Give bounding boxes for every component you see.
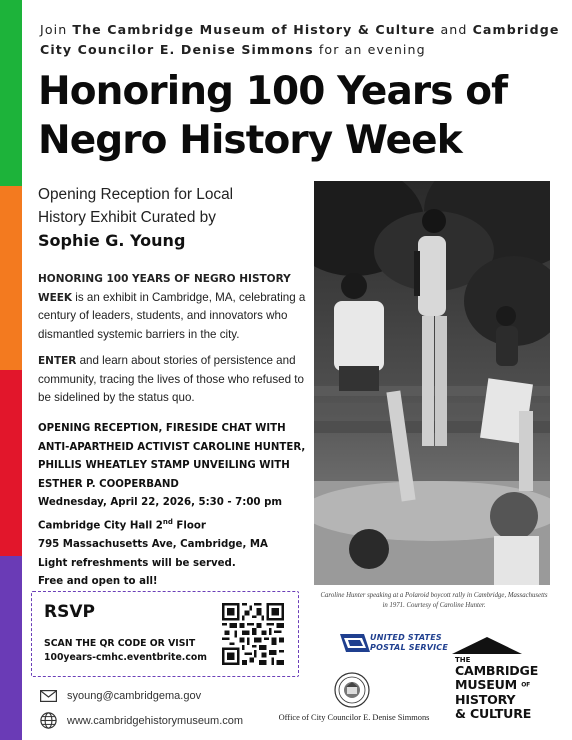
museum-roof-icon — [452, 636, 522, 654]
event-line-2: ANTI-APARTHEID ACTIVIST CAROLINE HUNTER, — [38, 441, 306, 453]
cmhc-museum: MUSEUM — [455, 677, 517, 692]
rsvp-title: RSVP — [44, 602, 95, 622]
event-line-1: OPENING RECEPTION, FIRESIDE CHAT WITH — [38, 423, 286, 434]
page-title — [38, 67, 568, 165]
venue-floor: Floor — [172, 520, 206, 532]
subtitle-line-1: Opening Reception for Local — [38, 186, 234, 203]
city-seal-icon — [334, 672, 370, 708]
rsvp-box — [31, 591, 299, 677]
event-line-4: ESTHER P. COOPERBAND — [38, 478, 179, 490]
qr-code-icon[interactable] — [222, 603, 284, 665]
stripe-red — [0, 370, 22, 556]
council-office-text: Office of City Councilor E. Denise Simmons — [278, 713, 430, 722]
title-line-2: Negro History Week — [38, 118, 462, 163]
description-paragraph-1 — [38, 270, 308, 344]
venue-sup: nd — [162, 517, 173, 526]
event-venue — [38, 513, 310, 536]
p1-bold: HONORING 100 YEARS OF NEGRO HISTORY WEEK — [38, 273, 291, 304]
intro-and: and — [440, 22, 468, 37]
cmhc-of: OF — [521, 681, 530, 689]
subtitle — [38, 183, 303, 229]
p1-rest: is an exhibit in Cambridge, MA, celebrating a century of leaders, students, and innovators who dismantled systemic barriers in the city. — [38, 290, 306, 341]
usps-logo-text — [370, 633, 448, 653]
cmhc-history: HISTORY — [455, 691, 516, 707]
rsvp-url-link[interactable]: 100years-cmhc.eventbrite.com — [44, 652, 207, 663]
intro-join: Join — [40, 22, 68, 37]
usps-line-2: POSTAL SERVICE — [370, 643, 449, 652]
contact-email[interactable] — [40, 690, 201, 702]
historic-photo — [314, 181, 550, 585]
stripe-green — [0, 0, 22, 186]
event-refreshments: Light refreshments will be served. — [38, 557, 236, 569]
usps-line-1: UNITED STATES — [370, 633, 442, 642]
event-details — [38, 420, 310, 592]
event-line-3: PHILLIS WHEATLEY STAMP UNVEILING WITH — [38, 460, 290, 472]
rsvp-instruction: SCAN THE QR CODE OR VISIT — [44, 638, 196, 649]
website-text[interactable]: www.cambridgehistorymuseum.com — [67, 714, 244, 727]
globe-icon — [40, 712, 57, 729]
intro-evening: for an evening — [318, 42, 426, 57]
cmhc-the: THE — [455, 656, 471, 664]
stripe-orange — [0, 186, 22, 370]
intro-councilor: Cambridge City Councilor E. Denise Simmons — [40, 22, 560, 57]
photo-caption: Caroline Hunter speaking at a Polaroid boycott rally in Cambridge, Massachusetts in 1971. Courtesy of Caroline Hunter. — [320, 592, 548, 609]
photo-illustration — [314, 181, 550, 585]
event-address: 795 Massachusetts Ave, Cambridge, MA — [38, 538, 268, 550]
curator-name: Sophie G. Young — [38, 231, 186, 250]
stripe-purple — [0, 556, 22, 740]
intro-text — [40, 20, 565, 60]
description-paragraph-2 — [38, 352, 308, 408]
title-line-1: Honoring 100 Years of — [38, 69, 508, 114]
venue-name: Cambridge City Hall 2 — [38, 520, 163, 532]
intro-museum: The Cambridge Museum of History & Culture — [72, 22, 436, 37]
event-free: Free and open to all! — [38, 576, 158, 588]
envelope-icon — [40, 690, 57, 702]
rsvp-instructions — [44, 637, 234, 665]
cmhc-cambridge: CAMBRIDGE — [455, 663, 539, 678]
event-date: Wednesday, April 22, 2026, 5:30 - 7:00 pm — [38, 497, 282, 509]
p2-rest: and learn about stories of persistence and community, tracing the lives of those who refused to be sidelined by the status quo. — [38, 354, 304, 405]
contact-website[interactable] — [40, 712, 243, 729]
p2-bold: ENTER — [38, 355, 77, 367]
museum-logo — [455, 656, 538, 721]
cmhc-museum-line — [455, 678, 538, 693]
subtitle-line-2: History Exhibit Curated by — [38, 209, 216, 226]
email-text[interactable]: syoung@cambridgema.gov — [67, 690, 202, 702]
cmhc-culture: & CULTURE — [455, 705, 532, 721]
